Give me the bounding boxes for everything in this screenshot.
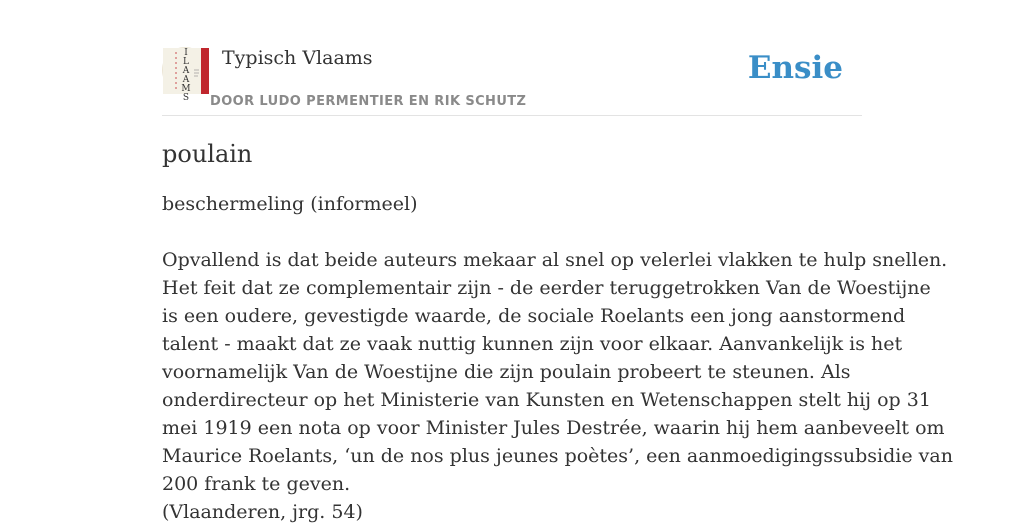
book-cover-letters bbox=[180, 49, 192, 103]
quote-line: is een oudere, gevestigde waarde, de sociale Roelants een jong aanstormend bbox=[162, 305, 906, 327]
quote-line: voornamelijk Van de Woestijne die zijn poulain probeert te steunen. Als bbox=[162, 361, 851, 383]
book-cover-letter: L bbox=[183, 57, 189, 67]
entry-definition: beschermeling (informeel) bbox=[162, 193, 418, 215]
quote-line: Maurice Roelants, ‘un de nos plus jeunes poètes’, een aanmoedigingssubsidie van bbox=[162, 445, 953, 467]
ensie-logo-link[interactable]: Ensie bbox=[747, 50, 843, 86]
entry-example-quote bbox=[162, 246, 953, 526]
book-cover-letter: A bbox=[182, 66, 190, 76]
quote-line: talent - maakt dat ze vaak nuttig kunnen zijn voor elkaar. Aanvankelijk is het bbox=[162, 333, 903, 355]
dictionary-entry bbox=[162, 138, 953, 526]
book-title[interactable]: Typisch Vlaams bbox=[222, 47, 373, 69]
book-cover-letter: A bbox=[182, 75, 190, 85]
site-header bbox=[162, 40, 862, 116]
quote-line: Het feit dat ze complementair zijn - de eerder teruggetrokken Van de Woestijne bbox=[162, 277, 931, 299]
quote-line: mei 1919 een nota op voor Minister Jules Destrée, waarin hij hem aanbeveelt om bbox=[162, 417, 945, 439]
quote-source: (Vlaanderen, jrg. 54) bbox=[162, 501, 363, 523]
book-cover-letter: M bbox=[181, 84, 191, 94]
entry-word: poulain bbox=[162, 140, 253, 168]
quote-line: 200 frank te geven. bbox=[162, 473, 351, 495]
book-cover-letter: I bbox=[184, 48, 188, 58]
quote-line: onderdirecteur op het Ministerie van Kunsten en Wetenschappen stelt hij op 31 bbox=[162, 389, 931, 411]
book-cover-letter: S bbox=[182, 93, 190, 103]
book-authors: DOOR LUDO PERMENTIER EN RIK SCHUTZ bbox=[210, 94, 527, 109]
quote-line: Opvallend is dat beide auteurs mekaar al snel op velerlei vlakken te hulp snellen. bbox=[162, 249, 948, 271]
book-cover-logo[interactable] bbox=[162, 47, 208, 103]
